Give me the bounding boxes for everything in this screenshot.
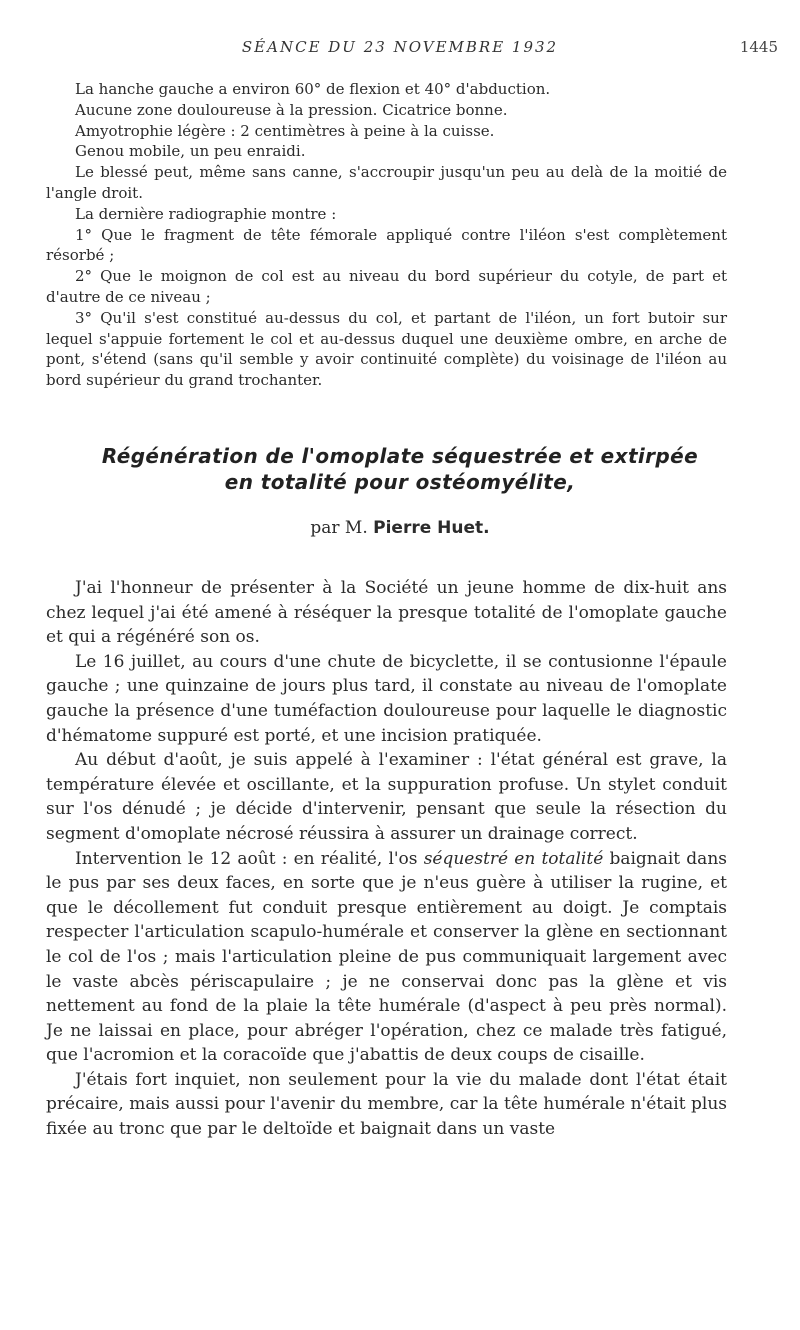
paragraph-text: Intervention le 12 août : en réalité, l'os: [75, 848, 418, 869]
running-header: [0, 38, 800, 60]
note-line: Aucune zone douloureuse à la pression. Cicatrice bonne.: [75, 100, 508, 119]
article-title: [0, 443, 800, 495]
note-line: Genou mobile, un peu enraidi.: [75, 142, 306, 161]
paragraph-text: baignait dans le pus par ses deux faces, en sorte que je n'eus guère à utiliser la rugine, et que le décollement fut conduit presque entièrement au doigt. Je comptais respecter l'articulation scapulo-humérale et conserver la glène en sectionnant le col de l'os ; mais l'articulation pleine de pus communiquait largement avec le vaste abcès périscapulaire ; je ne conservai donc pas la glène et vis nettement au fond de la plaie la tête humérale (d'aspect à peu près normal). Je ne laissai en place, pour abréger l'opération, chez ce malade très fatigué, que l'acromion et la coracoïde que j'abattis de deux coups de cisaille.: [46, 848, 727, 1066]
paragraph: Au début d'août, je suis appelé à l'examiner : l'état général est grave, la température élevée et oscillante, et la suppuration profuse. Un stylet conduit sur l'os dénudé ; je décide d'intervenir, pensant que seule la résection du segment d'omoplate nécrosé réussira à assurer un drainage correct.: [46, 750, 727, 844]
page-number: 1445: [739, 38, 778, 56]
paragraph: [46, 847, 727, 1068]
paragraph: J'ai l'honneur de présenter à la Société un jeune homme de dix-huit ans chez lequel j'ai été amené à réséquer la presque totalité de l'omoplate gauche et qui a régénéré son os.: [46, 578, 727, 648]
article-title-line: Régénération de l'omoplate séquestrée et extirpée: [101, 444, 699, 468]
note-line: 2° Que le moignon de col est au niveau du bord supérieur du cotyle, de part et d'autre de ce niveau ;: [46, 267, 727, 306]
note-line: 3° Qu'il s'est constitué au-dessus du col, et partant de l'iléon, un fort butoir sur lequel s'appuie fortement le col et au-dessus duquel une deuxième ombre, en arche de pont, s'étend (sans qu'il semble y avoir continuité complète) du voisinage de l'iléon au bord supérieur du grand trochanter.: [46, 308, 727, 390]
paragraph: Le 16 juillet, au cours d'une chute de bicyclette, il se contusionne l'épaule gauche ; une quinzaine de jours plus tard, il constate au niveau de l'omoplate gauche la présence d'une tuméfaction douloureuse pour laquelle le diagnostic d'hématome suppuré est porté, et une incision pratiquée.: [46, 651, 727, 746]
article-body: [46, 576, 727, 1142]
preceding-case-notes: [46, 79, 727, 391]
note-line: La dernière radiographie montre :: [75, 204, 337, 223]
byline: [0, 518, 800, 538]
note-line: 1° Que le fragment de tête fémorale appliqué contre l'iléon s'est complètement résorbé ;: [46, 225, 727, 265]
paragraph: J'étais fort inquiet, non seulement pour la vie du malade dont l'état était précaire, mais aussi pour l'avenir du membre, car la tête humérale n'était plus fixée au tronc que par le deltoïde et baignait dans un vaste: [46, 1069, 727, 1140]
note-line: Le blessé peut, même sans canne, s'accroupir jusqu'un peu au delà de la moitié de l'angle droit.: [46, 163, 727, 202]
emphasis-text: séquestré en totalité: [423, 848, 604, 869]
running-title: SÉANCE DU 23 NOVEMBRE 1932: [241, 38, 559, 56]
article-title-line: en totalité pour ostéomyélite,: [224, 470, 576, 494]
byline-prefix: par M.: [310, 518, 368, 538]
note-line: La hanche gauche a environ 60° de flexion et 40° d'abduction.: [75, 80, 551, 98]
note-line: Amyotrophie légère : 2 centimètres à peine à la cuisse.: [75, 121, 495, 140]
author-name: Pierre Huet.: [373, 518, 490, 538]
